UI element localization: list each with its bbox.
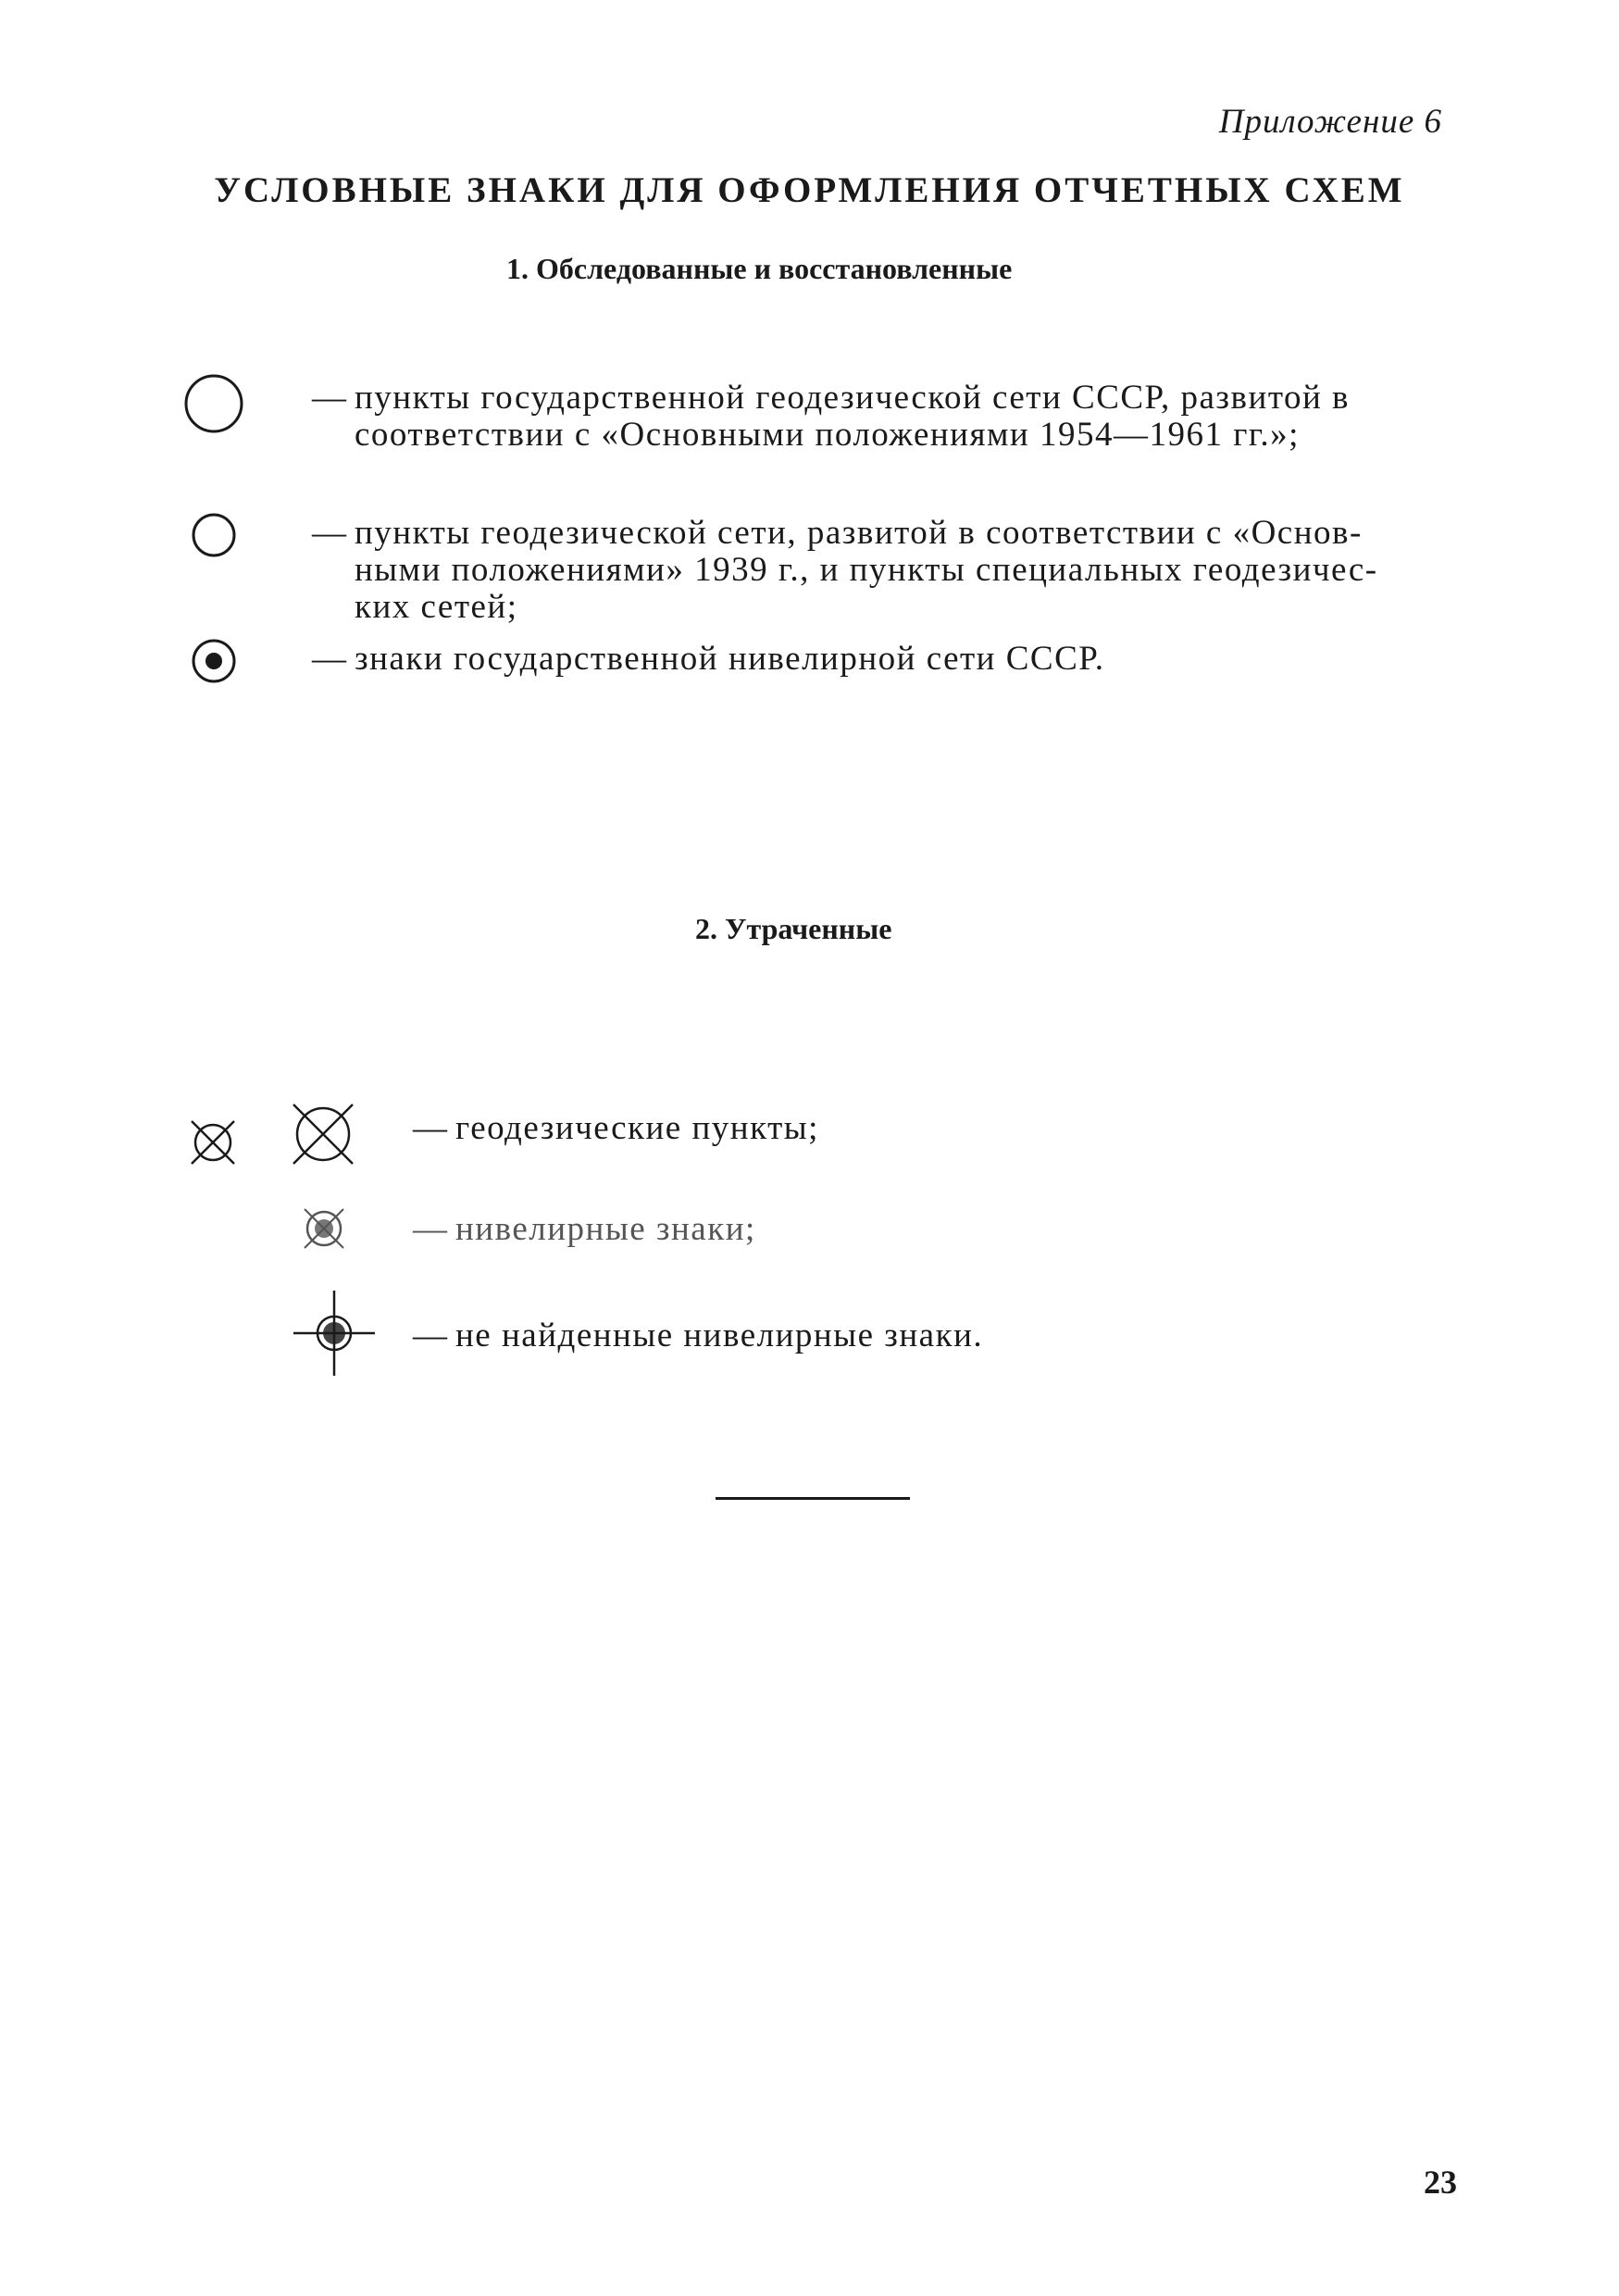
- divider: [716, 1497, 910, 1500]
- item-text: геодезические пункты;: [455, 1109, 819, 1147]
- list-item: [312, 515, 1451, 626]
- small-circle-icon: [190, 511, 238, 559]
- dash: —: [312, 514, 348, 552]
- section-2-heading: 2. Утраченные: [695, 912, 892, 945]
- list-item: [312, 641, 1104, 678]
- item-text: знаки государственной нивелирной сети СССР.: [355, 640, 1105, 678]
- section-1-heading: 1. Обследованные и восстановленные: [506, 252, 1013, 285]
- item-text-continued: соответствии с «Основными положениями 1954—1961 гг.»;: [355, 416, 1300, 454]
- list-item: [413, 1317, 983, 1354]
- dash: —: [413, 1316, 449, 1354]
- item-text-continued: ких сетей;: [355, 588, 518, 626]
- crossed-filled-circle-icon: [299, 1204, 349, 1254]
- large-circle-icon: [181, 371, 246, 436]
- item-text: нивелирные знаки;: [455, 1210, 756, 1248]
- appendix-label: Приложение 6: [1218, 103, 1442, 141]
- list-item: [413, 1110, 819, 1147]
- item-text-continued: ными положениями» 1939 г., и пункты специальных геодезичес-: [355, 551, 1378, 589]
- page-number: 23: [1424, 2164, 1457, 2201]
- page-title: УСЛОВНЫЕ ЗНАКИ ДЛЯ ОФОРМЛЕНИЯ ОТЧЕТНЫХ СХЕМ: [214, 170, 1405, 210]
- list-item: [413, 1211, 756, 1248]
- small-crossed-circle-icon: [188, 1117, 238, 1167]
- crosshair-filled-circle-icon: [290, 1289, 379, 1378]
- dash: —: [413, 1210, 449, 1248]
- item-text: пункты геодезической сети, развитой в соответствии с «Основ-: [355, 514, 1363, 552]
- item-text: не найденные нивелирные знаки.: [455, 1316, 984, 1354]
- dash: —: [312, 379, 348, 417]
- dash: —: [312, 640, 348, 678]
- large-crossed-circle-icon: [288, 1099, 358, 1169]
- dash: —: [413, 1109, 449, 1147]
- item-text: пункты государственной геодезической сети СССР, развитой в: [355, 379, 1351, 417]
- list-item: [312, 380, 1451, 454]
- dotted-circle-icon: [190, 637, 238, 685]
